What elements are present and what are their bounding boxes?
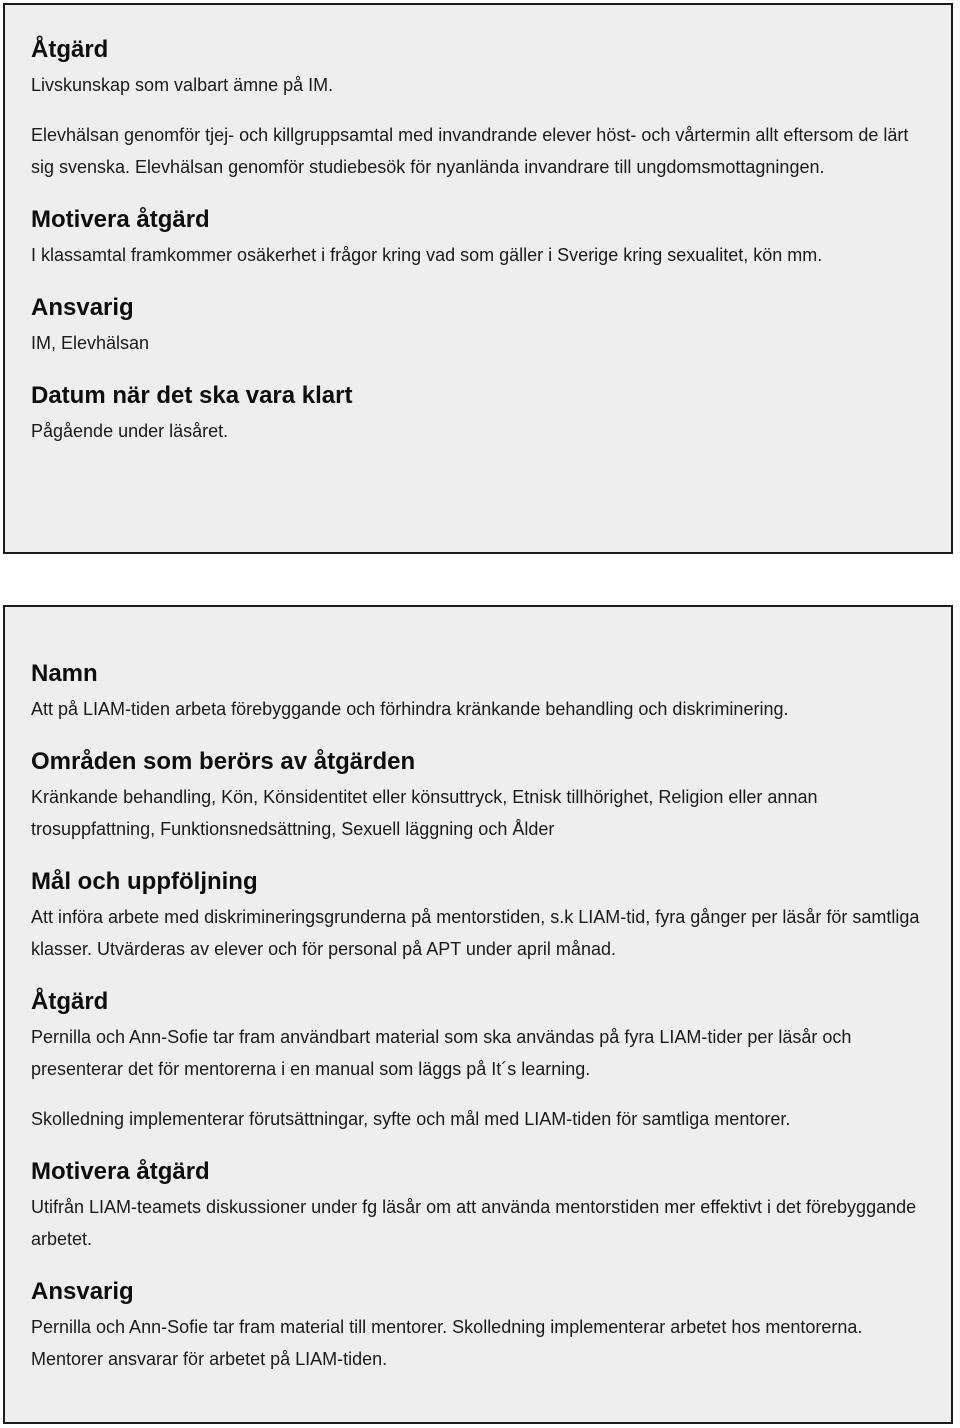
atgard-text-2: Elevhälsan genomför tjej- och killgruppsamtal med invandrande elever höst- och vårtermin allt eftersom de lärt sig svenska. Elevhälsan genomför studiebesök för nyanlända invandrare till ungdomsmottagningen.	[31, 125, 909, 177]
atgard-text: Pernilla och Ann-Sofie tar fram användbart material som ska användas på fyra LIAM-tider per läsår och presenterar det för mentorerna i en manual som läggs på It´s learning.	[31, 1027, 852, 1079]
mal-text: Att införa arbete med diskrimineringsgrunderna på mentorstiden, s.k LIAM-tid, fyra gånger per läsår för samtliga klasser. Utvärderas av elever och för personal på APT under april månad.	[31, 907, 920, 959]
ansvarig-text: IM, Elevhälsan	[31, 333, 150, 353]
omraden-heading: Områden som berörs av åtgärden	[31, 748, 416, 775]
atgard-heading: Åtgärd	[31, 988, 109, 1015]
motivera-text: Utifrån LIAM-teamets diskussioner under fg läsår om att använda mentorstiden mer effektivt i det förebyggande arbetet.	[31, 1197, 917, 1249]
mal-heading: Mål och uppföljning	[31, 868, 258, 895]
omraden-text: Kränkande behandling, Kön, Könsidentitet eller könsuttryck, Etnisk tillhörighet, Religion eller annan trosuppfattning, Funktionsnedsättning, Sexuell läggning och Ålder	[31, 787, 818, 839]
action-card-2	[3, 605, 953, 1424]
namn-text: Att på LIAM-tiden arbeta förebyggande och förhindra kränkande behandling och diskriminering.	[31, 699, 789, 719]
atgard-text: Livskunskap som valbart ämne på IM.	[31, 75, 334, 95]
namn-heading: Namn	[31, 660, 98, 687]
datum-text: Pågående under läsåret.	[31, 421, 229, 441]
ansvarig-heading: Ansvarig	[31, 1278, 134, 1305]
motivera-heading: Motivera åtgärd	[31, 206, 210, 233]
motivera-text: I klassamtal framkommer osäkerhet i frågor kring vad som gäller i Sverige kring sexualitet, kön mm.	[31, 245, 823, 265]
ansvarig-text: Pernilla och Ann-Sofie tar fram material till mentorer. Skolledning implementerar arbetet hos mentorerna. Mentorer ansvarar för arbetet på LIAM-tiden.	[31, 1317, 863, 1369]
atgard-text-2: Skolledning implementerar förutsättningar, syfte och mål med LIAM-tiden för samtliga mentorer.	[31, 1109, 791, 1129]
atgard-heading: Åtgärd	[31, 36, 109, 63]
ansvarig-heading: Ansvarig	[31, 294, 134, 321]
datum-heading: Datum när det ska vara klart	[31, 382, 353, 409]
motivera-heading: Motivera åtgärd	[31, 1158, 210, 1185]
action-card-1	[3, 3, 953, 554]
